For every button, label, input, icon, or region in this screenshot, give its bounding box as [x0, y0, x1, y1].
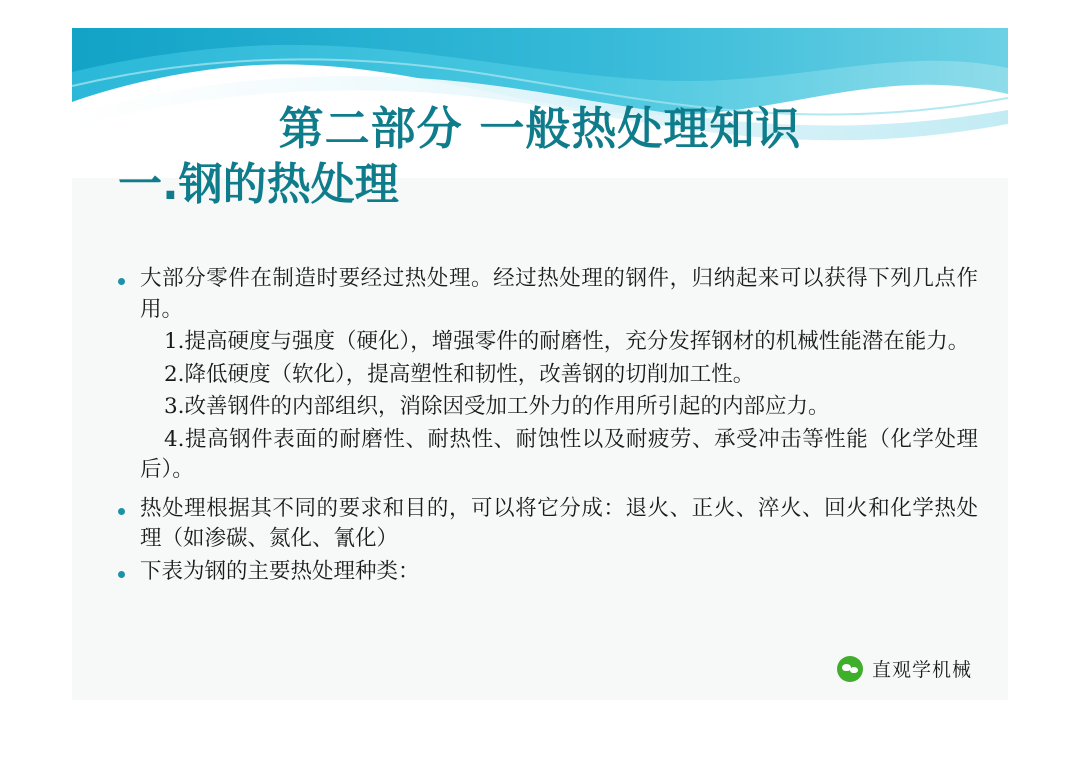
slide-body: [72, 28, 1008, 700]
page-title: 第二部分 一般热处理知识: [278, 102, 802, 155]
bullet-item: [118, 557, 978, 588]
sub-item-text: 1.提高硬度与强度（硬化），增强零件的耐磨性，充分发挥钢材的机械性能潜在能力。: [164, 329, 970, 355]
wechat-icon: [837, 656, 863, 682]
watermark: [837, 655, 972, 682]
sub-item-text: 4.提高钢件表面的耐磨性、耐热性、耐蚀性以及耐疲劳、承受冲击等性能（化学处理后）。: [140, 426, 978, 483]
slide-title-block: [72, 102, 1008, 212]
bullet-text: 热处理根据其不同的要求和目的，可以将它分成：退火、正火、淬火、回火和化学热处理（如渗碳、氮化、氰化）: [140, 495, 978, 552]
sub-item: [140, 360, 978, 391]
page-subtitle: 一.钢的热处理: [118, 159, 399, 211]
bullet-dot-icon: [118, 557, 140, 581]
bullet-dot-icon: [118, 264, 140, 288]
sub-item-text: 2.降低硬度（软化），提高塑性和韧性，改善钢的切削加工性。: [164, 361, 755, 387]
bullet-item: [118, 264, 978, 325]
slide-content: [118, 264, 978, 589]
sub-item: [140, 327, 978, 358]
sub-item: [140, 425, 978, 486]
sub-item-text: 3.改善钢件的内部组织，消除因受加工外力的作用所引起的内部应力。: [164, 394, 830, 420]
bullet-dot-icon: [118, 494, 140, 518]
bullet-text: 大部分零件在制造时要经过热处理。经过热处理的钢件，归纳起来可以获得下列几点作用。: [140, 266, 978, 322]
bullet-text: 下表为钢的主要热处理种类：: [140, 558, 420, 584]
bullet-item: [118, 494, 978, 555]
watermark-label: 直观学机械: [871, 659, 972, 681]
sub-item: [140, 392, 978, 423]
